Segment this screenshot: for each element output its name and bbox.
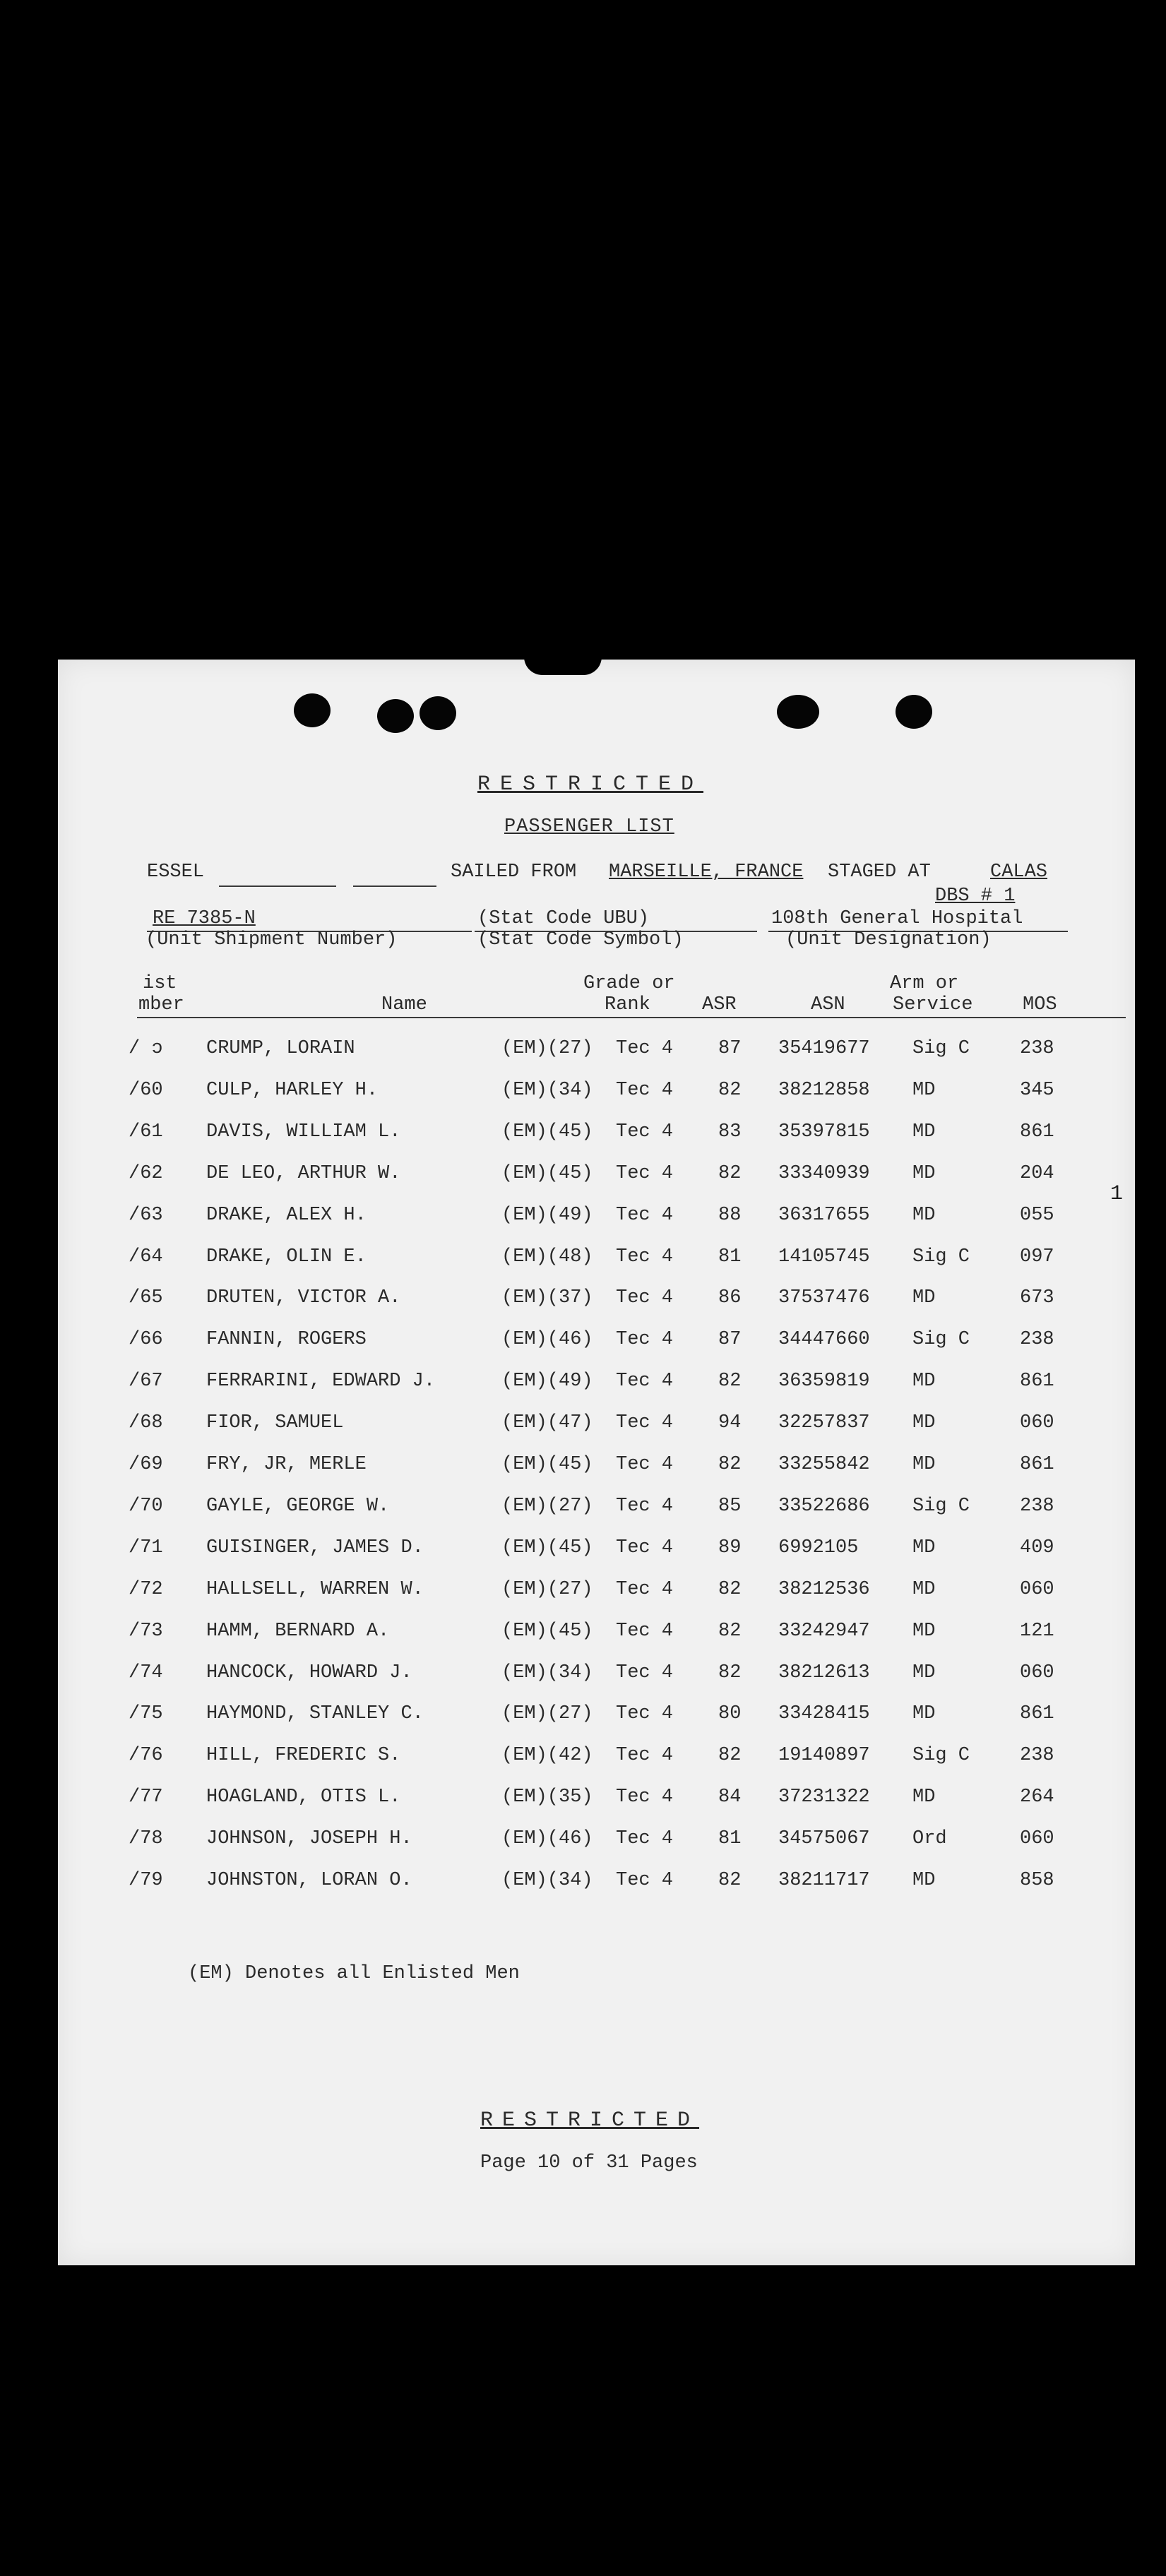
footnote: (EM) Denotes all Enlisted Men xyxy=(188,1963,520,1984)
list-number: /75 xyxy=(129,1703,163,1725)
asn: 35419677 xyxy=(778,1038,870,1059)
asr: 82 xyxy=(718,1371,742,1393)
list-number: /76 xyxy=(129,1745,163,1767)
col-asr: ASR xyxy=(702,994,737,1015)
asn: 38212858 xyxy=(778,1079,870,1101)
col-grade-2: Rank xyxy=(605,994,650,1015)
list-number: /78 xyxy=(129,1828,163,1850)
em-age: (EM)(34) xyxy=(501,1870,593,1891)
em-age: (EM)(37) xyxy=(501,1287,593,1309)
table-row xyxy=(58,1703,1135,1731)
vessel-blank xyxy=(353,886,436,887)
table-row xyxy=(58,1412,1135,1441)
table-row xyxy=(58,1038,1135,1066)
arm-service: MD xyxy=(912,1121,936,1143)
arm-service: MD xyxy=(912,1412,936,1434)
arm-service: MD xyxy=(912,1079,936,1101)
table-row xyxy=(58,1537,1135,1566)
unit-shipment-value: RE 7385-N xyxy=(153,908,256,929)
list-number: /70 xyxy=(129,1495,163,1517)
passenger-name: GAYLE, GEORGE W. xyxy=(206,1495,390,1517)
punch-hole xyxy=(896,695,932,729)
em-age: (EM)(27) xyxy=(501,1703,593,1725)
em-age: (EM)(34) xyxy=(501,1079,593,1101)
list-number: /73 xyxy=(129,1620,163,1642)
asr: 81 xyxy=(718,1828,742,1850)
em-age: (EM)(45) xyxy=(501,1121,593,1143)
list-number: /62 xyxy=(129,1162,163,1184)
list-number: /66 xyxy=(129,1329,163,1351)
grade: Tec 4 xyxy=(616,1578,674,1600)
table-row xyxy=(58,1246,1135,1275)
staged-at-value-2: DBS # 1 xyxy=(935,886,1016,907)
asr: 84 xyxy=(718,1787,742,1808)
punch-hole xyxy=(377,699,414,733)
mos: 204 xyxy=(1020,1162,1054,1184)
grade: Tec 4 xyxy=(616,1038,674,1059)
grade: Tec 4 xyxy=(616,1454,674,1475)
em-age: (EM)(49) xyxy=(501,1371,593,1393)
col-grade: Grade or xyxy=(583,973,675,994)
passenger-name: DRUTEN, VICTOR A. xyxy=(206,1287,401,1309)
mos: 861 xyxy=(1020,1371,1054,1393)
grade: Tec 4 xyxy=(616,1870,674,1891)
passenger-name: CRUMP, LORAIN xyxy=(206,1038,355,1059)
em-age: (EM)(34) xyxy=(501,1662,593,1683)
list-number: /79 xyxy=(129,1870,163,1891)
em-age: (EM)(49) xyxy=(501,1204,593,1226)
arm-service: Sig C xyxy=(912,1495,970,1517)
arm-service: Sig C xyxy=(912,1246,970,1268)
table-row xyxy=(58,1121,1135,1150)
mos: 238 xyxy=(1020,1329,1054,1351)
arm-service: Sig C xyxy=(912,1745,970,1767)
passenger-name: FERRARINI, EDWARD J. xyxy=(206,1371,436,1393)
grade: Tec 4 xyxy=(616,1412,674,1434)
em-age: (EM)(47) xyxy=(501,1412,593,1434)
asr: 88 xyxy=(718,1204,742,1226)
arm-service: MD xyxy=(912,1703,936,1725)
grade: Tec 4 xyxy=(616,1287,674,1309)
mos: 238 xyxy=(1020,1495,1054,1517)
mos: 673 xyxy=(1020,1287,1054,1309)
asn: 34447660 xyxy=(778,1329,870,1351)
asn: 38212536 xyxy=(778,1578,870,1600)
unit-shipment-label: (Unit Shipment Number) xyxy=(145,929,398,950)
arm-service: MD xyxy=(912,1162,936,1184)
mos: 060 xyxy=(1020,1828,1054,1850)
mos: 097 xyxy=(1020,1246,1054,1268)
asr: 82 xyxy=(718,1620,742,1642)
arm-service: MD xyxy=(912,1371,936,1393)
arm-service: MD xyxy=(912,1870,936,1891)
asr: 89 xyxy=(718,1537,742,1558)
footer-restricted: RESTRICTED xyxy=(480,2109,700,2133)
asn: 38211717 xyxy=(778,1870,870,1891)
col-asn: ASN xyxy=(811,994,845,1015)
passenger-name: FIOR, SAMUEL xyxy=(206,1412,344,1434)
sailed-from-label: SAILED FROM xyxy=(451,861,577,883)
passenger-name: DRAKE, ALEX H. xyxy=(206,1204,367,1226)
grade: Tec 4 xyxy=(616,1204,674,1226)
grade: Tec 4 xyxy=(616,1620,674,1642)
mos: 060 xyxy=(1020,1412,1054,1434)
em-age: (EM)(45) xyxy=(501,1454,593,1475)
passenger-name: CULP, HARLEY H. xyxy=(206,1079,379,1101)
asr: 83 xyxy=(718,1121,742,1143)
asr: 87 xyxy=(718,1038,742,1059)
arm-service: Ord xyxy=(912,1828,947,1850)
table-row xyxy=(58,1496,1135,1524)
table-row xyxy=(58,1205,1135,1233)
arm-service: Sig C xyxy=(912,1329,970,1351)
mos: 055 xyxy=(1020,1204,1054,1226)
arm-service: MD xyxy=(912,1287,936,1309)
table-row xyxy=(58,1828,1135,1856)
passenger-name: FANNIN, ROGERS xyxy=(206,1329,367,1351)
col-mos: MOS xyxy=(1023,994,1057,1015)
unit-designation-value: 108th General Hospital xyxy=(771,908,1023,929)
asn: 33255842 xyxy=(778,1454,870,1475)
vessel-blank xyxy=(219,886,336,887)
asn: 36317655 xyxy=(778,1204,870,1226)
passenger-name: DAVIS, WILLIAM L. xyxy=(206,1121,401,1143)
passenger-name: JOHNSON, JOSEPH H. xyxy=(206,1828,412,1850)
passenger-name: HILL, FREDERIC S. xyxy=(206,1745,401,1767)
arm-service: MD xyxy=(912,1537,936,1558)
mos: 060 xyxy=(1020,1578,1054,1600)
mos: 345 xyxy=(1020,1079,1054,1101)
passenger-name: HAMM, BERNARD A. xyxy=(206,1620,390,1642)
list-number: /72 xyxy=(129,1578,163,1600)
arm-service: MD xyxy=(912,1204,936,1226)
asn: 37231322 xyxy=(778,1787,870,1808)
list-number: /61 xyxy=(129,1121,163,1143)
asn: 37537476 xyxy=(778,1287,870,1309)
arm-service: MD xyxy=(912,1787,936,1808)
em-age: (EM)(27) xyxy=(501,1038,593,1059)
table-row xyxy=(58,1080,1135,1108)
table-row xyxy=(58,1163,1135,1191)
grade: Tec 4 xyxy=(616,1703,674,1725)
asr: 82 xyxy=(718,1662,742,1683)
mos: 121 xyxy=(1020,1620,1054,1642)
stat-code-label: (Stat Code Symbol) xyxy=(477,929,684,950)
mos: 060 xyxy=(1020,1662,1054,1683)
table-row xyxy=(58,1745,1135,1773)
table-row xyxy=(58,1454,1135,1482)
asr: 80 xyxy=(718,1703,742,1725)
asn: 33522686 xyxy=(778,1495,870,1517)
passenger-name: HOAGLAND, OTIS L. xyxy=(206,1787,401,1808)
col-list-number-2: mber xyxy=(138,994,184,1015)
table-row xyxy=(58,1787,1135,1815)
punch-hole xyxy=(420,696,456,730)
em-age: (EM)(45) xyxy=(501,1620,593,1642)
passenger-name: DE LEO, ARTHUR W. xyxy=(206,1162,401,1184)
asn: 34575067 xyxy=(778,1828,870,1850)
table-row xyxy=(58,1870,1135,1898)
passenger-name: HALLSELL, WARREN W. xyxy=(206,1578,424,1600)
unit-designation-label: (Unit Designation) xyxy=(785,929,992,950)
grade: Tec 4 xyxy=(616,1828,674,1850)
asr: 85 xyxy=(718,1495,742,1517)
em-age: (EM)(42) xyxy=(501,1745,593,1767)
asn: 14105745 xyxy=(778,1246,870,1268)
passenger-name: JOHNSTON, LORAN O. xyxy=(206,1870,412,1891)
punch-hole xyxy=(777,695,819,729)
list-number: /77 xyxy=(129,1787,163,1808)
list-number: /64 xyxy=(129,1246,163,1268)
asr: 81 xyxy=(718,1246,742,1268)
em-age: (EM)(48) xyxy=(501,1246,593,1268)
col-arm-2: Service xyxy=(893,994,973,1015)
table-row xyxy=(58,1287,1135,1316)
arm-service: MD xyxy=(912,1454,936,1475)
document-page xyxy=(58,660,1135,2265)
col-arm: Arm or xyxy=(890,973,959,994)
passenger-name: HAYMOND, STANLEY C. xyxy=(206,1703,424,1725)
mos: 858 xyxy=(1020,1870,1054,1891)
asr: 82 xyxy=(718,1162,742,1184)
list-number: /67 xyxy=(129,1371,163,1393)
punch-hole xyxy=(294,693,331,727)
mos: 861 xyxy=(1020,1454,1054,1475)
document-title: RESTRICTED xyxy=(477,773,704,797)
arm-service: MD xyxy=(912,1578,936,1600)
mos: 238 xyxy=(1020,1038,1054,1059)
asr: 82 xyxy=(718,1454,742,1475)
em-age: (EM)(45) xyxy=(501,1537,593,1558)
header-rule xyxy=(137,1017,1126,1018)
mos: 861 xyxy=(1020,1121,1054,1143)
asn: 32257837 xyxy=(778,1412,870,1434)
table-row xyxy=(58,1329,1135,1357)
list-number: /74 xyxy=(129,1662,163,1683)
staged-at-value: CALAS xyxy=(990,861,1048,883)
asr: 82 xyxy=(718,1745,742,1767)
mos: 409 xyxy=(1020,1537,1054,1558)
asr: 94 xyxy=(718,1412,742,1434)
grade: Tec 4 xyxy=(616,1537,674,1558)
grade: Tec 4 xyxy=(616,1745,674,1767)
grade: Tec 4 xyxy=(616,1495,674,1517)
list-number: /65 xyxy=(129,1287,163,1309)
asr: 82 xyxy=(718,1578,742,1600)
grade: Tec 4 xyxy=(616,1121,674,1143)
list-number: /68 xyxy=(129,1412,163,1434)
grade: Tec 4 xyxy=(616,1371,674,1393)
paper-tear xyxy=(524,657,602,675)
list-number: / ɔ xyxy=(129,1038,163,1059)
em-age: (EM)(27) xyxy=(501,1578,593,1600)
asr: 82 xyxy=(718,1079,742,1101)
asn: 38212613 xyxy=(778,1662,870,1683)
grade: Tec 4 xyxy=(616,1162,674,1184)
asn: 19140897 xyxy=(778,1745,870,1767)
vessel-label: ESSEL xyxy=(147,861,205,883)
arm-service: MD xyxy=(912,1662,936,1683)
grade: Tec 4 xyxy=(616,1662,674,1683)
asn: 33428415 xyxy=(778,1703,870,1725)
grade: Tec 4 xyxy=(616,1329,674,1351)
em-age: (EM)(27) xyxy=(501,1495,593,1517)
passenger-name: GUISINGER, JAMES D. xyxy=(206,1537,424,1558)
asr: 87 xyxy=(718,1329,742,1351)
asn: 35397815 xyxy=(778,1121,870,1143)
arm-service: Sig C xyxy=(912,1038,970,1059)
asr: 86 xyxy=(718,1287,742,1309)
em-age: (EM)(46) xyxy=(501,1329,593,1351)
asn: 33340939 xyxy=(778,1162,870,1184)
grade: Tec 4 xyxy=(616,1079,674,1101)
sailed-from-value: MARSEILLE, FRANCE xyxy=(609,861,804,883)
asn: 6992105 xyxy=(778,1537,859,1558)
mos: 861 xyxy=(1020,1703,1054,1725)
list-number: /60 xyxy=(129,1079,163,1101)
list-number: /63 xyxy=(129,1204,163,1226)
document-subtitle: PASSENGER LIST xyxy=(504,816,674,837)
mos: 238 xyxy=(1020,1745,1054,1767)
asn: 36359819 xyxy=(778,1371,870,1393)
list-number: /71 xyxy=(129,1537,163,1558)
passenger-name: HANCOCK, HOWARD J. xyxy=(206,1662,412,1683)
em-age: (EM)(35) xyxy=(501,1787,593,1808)
mos: 264 xyxy=(1020,1787,1054,1808)
staged-at-label: STAGED AT xyxy=(828,861,931,883)
table-row xyxy=(58,1662,1135,1690)
table-row xyxy=(58,1371,1135,1399)
grade: Tec 4 xyxy=(616,1787,674,1808)
passenger-name: FRY, JR, MERLE xyxy=(206,1454,367,1475)
asr: 82 xyxy=(718,1870,742,1891)
asn: 33242947 xyxy=(778,1620,870,1642)
col-name: Name xyxy=(381,994,427,1015)
em-age: (EM)(46) xyxy=(501,1828,593,1850)
margin-mark: 1 xyxy=(1110,1182,1124,1206)
passenger-name: DRAKE, OLIN E. xyxy=(206,1246,367,1268)
list-number: /69 xyxy=(129,1454,163,1475)
table-row xyxy=(58,1621,1135,1649)
col-list-number: ist xyxy=(143,973,177,994)
stat-code-value: (Stat Code UBU) xyxy=(477,908,650,929)
grade: Tec 4 xyxy=(616,1246,674,1268)
page-number: Page 10 of 31 Pages xyxy=(480,2152,698,2174)
em-age: (EM)(45) xyxy=(501,1162,593,1184)
arm-service: MD xyxy=(912,1620,936,1642)
table-row xyxy=(58,1579,1135,1607)
